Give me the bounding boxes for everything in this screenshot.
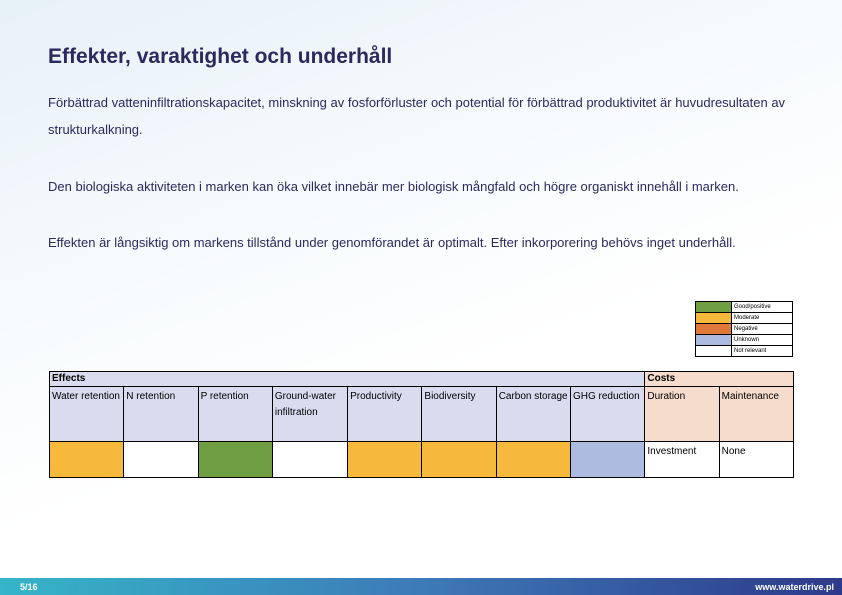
page-number: 5/16 [20, 582, 38, 592]
effects-table [49, 371, 794, 478]
column-header-p-retention: P retention [198, 387, 272, 442]
column-header-ghg-reduction: GHG reduction [570, 387, 644, 442]
rating-cell-productivity [348, 442, 422, 478]
column-header-duration: Duration [645, 387, 719, 442]
column-header-n-retention: N retention [124, 387, 198, 442]
column-header-carbon-storage: Carbon storage [496, 387, 570, 442]
legend-swatch-moderate [696, 313, 732, 324]
legend-label: Good/positive [732, 302, 793, 313]
rating-cell-groundwater-infiltration [272, 442, 347, 478]
legend-swatch-negative [696, 324, 732, 335]
color-legend [695, 301, 793, 357]
column-header-biodiversity: Biodiversity [422, 387, 496, 442]
legend-row [696, 324, 793, 335]
column-header-water-retention: Water retention [50, 387, 124, 442]
rating-cell-ghg-reduction [570, 442, 644, 478]
legend-swatch-good [696, 302, 732, 313]
costs-group-header: Costs [645, 372, 794, 387]
legend-row [696, 335, 793, 346]
effects-group-header: Effects [50, 372, 645, 387]
legend-row [696, 346, 793, 357]
legend-label: Unknown [732, 335, 793, 346]
table-group-header-row [50, 372, 794, 387]
legend-row [696, 313, 793, 324]
paragraph-main-results: Förbättrad vatteninfiltrationskapacitet, minskning av fosforförluster och potential för förbättrad produktivitet är huvudresultaten av strukturkalkning. [48, 95, 786, 137]
legend-swatch-not-relevant [696, 346, 732, 357]
paragraph-longevity: Effekten är långsiktig om markens tillstånd under genomförandet är optimalt. Efter inkorporering behövs inget underhåll. [48, 235, 736, 250]
paragraph-biological-activity: Den biologiska aktiviteten i marken kan öka vilket innebär mer biologisk mångfald och högre organiskt innehåll i marken. [48, 179, 739, 194]
legend-swatch-unknown [696, 335, 732, 346]
rating-cell-carbon-storage [496, 442, 570, 478]
column-header-maintenance: Maintenance [719, 387, 793, 442]
page-footer [0, 578, 842, 595]
column-header-productivity: Productivity [348, 387, 422, 442]
footer-url: www.waterdrive.pl [755, 582, 834, 592]
value-cell-duration: Investment [645, 442, 719, 478]
value-cell-maintenance: None [719, 442, 793, 478]
rating-cell-water-retention [50, 442, 124, 478]
legend-label: Moderate [732, 313, 793, 324]
rating-cell-n-retention [124, 442, 198, 478]
page-title: Effekter, varaktighet och underhåll [48, 45, 393, 68]
legend-row [696, 302, 793, 313]
rating-cell-p-retention [198, 442, 272, 478]
rating-cell-biodiversity [422, 442, 496, 478]
legend-label: Negative [732, 324, 793, 335]
column-header-groundwater-infiltration: Ground-water infiltration [272, 387, 347, 442]
legend-label: Not relevant [732, 346, 793, 357]
table-column-header-row [50, 387, 794, 442]
table-value-row [50, 442, 794, 478]
